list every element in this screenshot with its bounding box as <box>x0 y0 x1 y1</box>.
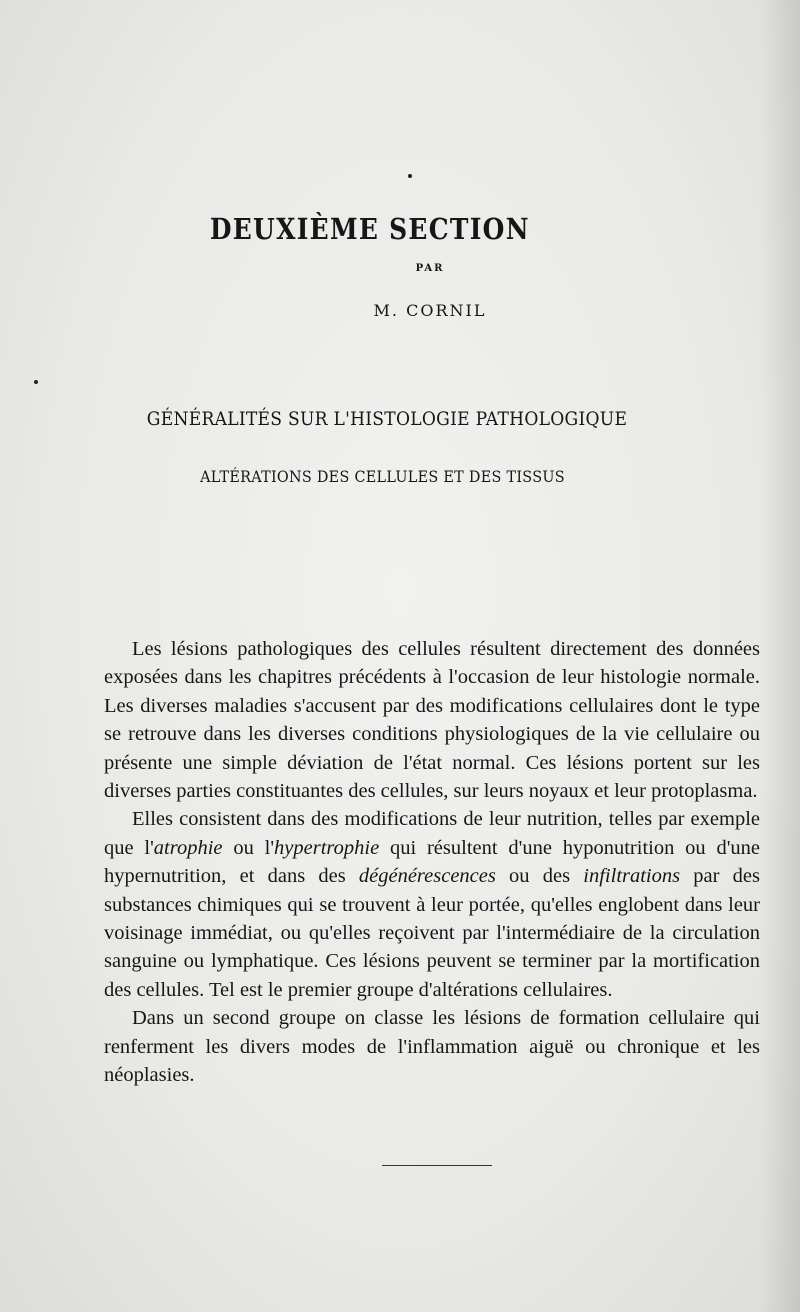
end-rule-divider <box>382 1165 492 1166</box>
text-run: ou l' <box>222 836 275 859</box>
body-paragraph <box>104 1004 760 1089</box>
text-run: Elles consistent dans des modifications de leur nutrition, telles par exemple que l' <box>104 808 760 859</box>
italic-term: hypertrophie <box>274 836 380 859</box>
text-run: par des substances chimiques qui se trouvent à leur portée, qu'elles englobent dans leur voisinage immédiat, ou qu'elles reçoivent par l'intermédiaire de la circulation sanguine ou lymphatique. Ces lésions peuvent se terminer par la mortification des cellules. Tel est le premier groupe d'altérations cellulaires. <box>104 865 761 1001</box>
ink-speck <box>34 380 38 384</box>
body-text <box>104 635 760 1090</box>
body-paragraph <box>104 635 760 805</box>
text-run: qui résultent d'une hyponutrition ou d'une hypernutrition, et dans des <box>104 836 760 888</box>
text-run: ou des <box>495 865 584 888</box>
section-title: DEUXIÈME SECTION <box>209 212 530 246</box>
chapter-title: GÉNÉRALITÉS SUR L'HISTOLOGIE PATHOLOGIQUE <box>146 408 628 430</box>
italic-term: dégénérescences <box>358 865 496 888</box>
author-name: M. CORNIL <box>373 301 487 320</box>
text-run: Dans un second groupe on classe les lésions de formation cellulaire qui renferment les divers modes de l'inflammation aiguë ou chronique et les néoplasies. <box>104 1007 760 1087</box>
ink-speck <box>408 174 412 178</box>
text-run: Les lésions pathologiques des cellules résultent directement des données exposées dans les chapitres précédents à l'occasion de leur histologie normale. Les diverses maladies s'accusent par des modifications cellulaires dont le type se retrouve dans les diverses conditions physiologiques de la vie cellulaire ou présente une simple déviation de l'état normal. Ces lésions portent sur les diverses parties constituantes des cellules, sur leurs noyaux et leur protoplasma. <box>104 638 760 803</box>
italic-term: atrophie <box>153 836 223 859</box>
chapter-subtitle: ALTÉRATIONS DES CELLULES ET DES TISSUS <box>200 467 565 486</box>
body-paragraph <box>104 805 760 1004</box>
page-edge-shadow <box>760 0 800 1312</box>
byline-par-label: PAR <box>415 263 445 274</box>
italic-term: infiltrations <box>583 865 681 888</box>
